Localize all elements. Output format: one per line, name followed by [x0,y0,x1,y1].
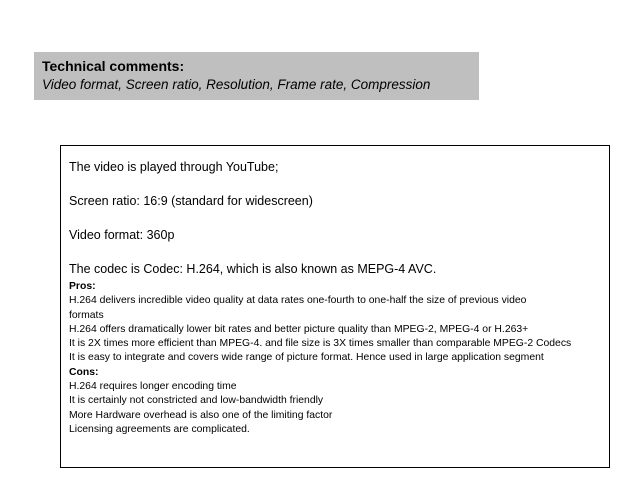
technical-comments-header [34,52,479,100]
pros-item: formats [69,309,104,321]
pros-item: H.264 offers dramatically lower bit rates and better picture quality than MPEG-2, MPEG-4 or H.263+ [69,323,529,335]
intro-line-codec: The codec is Codec: H.264, which is also known as MEPG-4 AVC. [69,262,437,276]
pros-item: It is 2X times more efficient than MPEG-4. and file size is 3X times smaller than comparable MPEG-2 Codecs [69,338,572,350]
header-title: Technical comments: [42,58,185,74]
pros-item: H.264 delivers incredible video quality at data rates one-fourth to one-half the size of previous video [69,295,527,307]
cons-item: H.264 requires longer encoding time [69,381,237,393]
cons-heading: Cons: [69,366,99,378]
intro-line-screen-ratio: Screen ratio: 16:9 (standard for widescreen) [69,194,313,208]
cons-item: Licensing agreements are complicated. [69,423,250,435]
intro-line-video-format: Video format: 360p [69,228,175,242]
comments-content-box [60,145,610,468]
cons-item: More Hardware overhead is also one of the limiting factor [69,409,333,421]
header-subtitle: Video format, Screen ratio, Resolution, Frame rate, Compression [42,77,431,92]
pros-heading: Pros: [69,281,96,292]
pros-item: It is easy to integrate and covers wide range of picture format. Hence used in large application segment [69,352,544,364]
cons-item: It is certainly not constricted and low-bandwidth friendly [69,395,324,407]
intro-line-youtube: The video is played through YouTube; [69,160,279,174]
